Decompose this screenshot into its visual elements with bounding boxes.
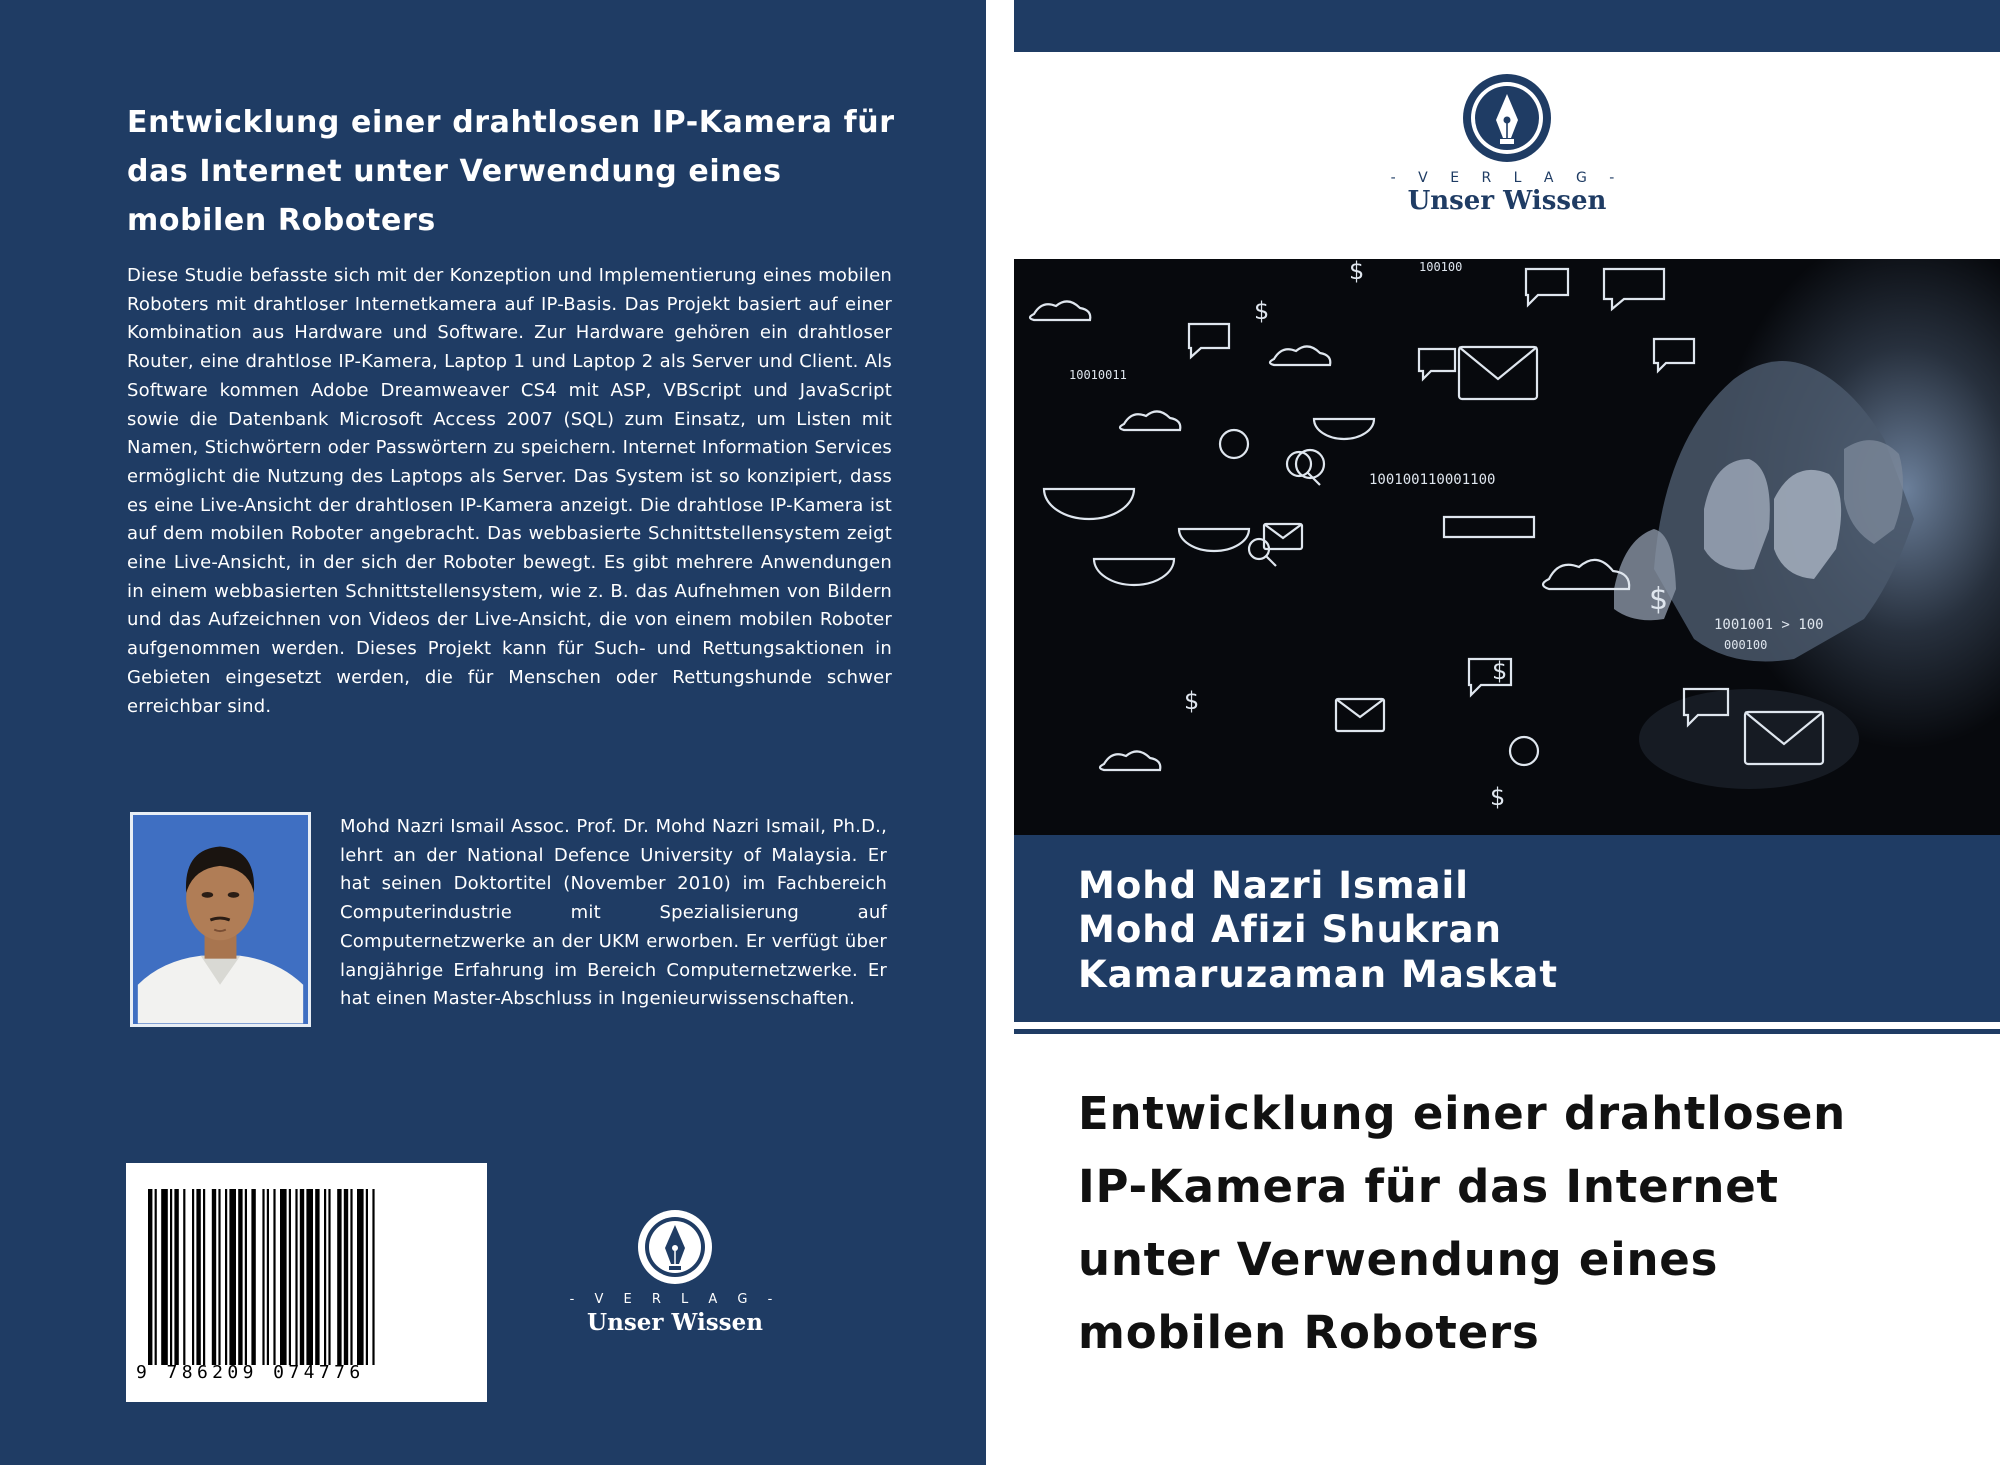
barcode-bar — [183, 1189, 185, 1365]
back-publisher-logo — [560, 1208, 790, 1336]
author-band — [1014, 835, 2000, 1022]
dollar-icon: $ — [1254, 297, 1270, 325]
author-portrait-image — [133, 815, 308, 1024]
cover-illustration — [1014, 259, 2000, 835]
isbn-number: 9 786209 074776 — [136, 1362, 365, 1383]
binary-text: 1001001 > 100 — [1714, 617, 1824, 633]
spine-gap — [986, 0, 1014, 1465]
title-line: IP-Kamera für das Internet — [1078, 1160, 1779, 1213]
barcode-bar — [350, 1189, 352, 1365]
pen-nib-logo-icon — [636, 1208, 714, 1286]
binary-text: 10010011 — [1069, 368, 1127, 382]
dollar-icon: $ — [1492, 657, 1508, 685]
divider-rule — [1014, 1029, 2000, 1034]
front-publisher-name: Unser Wissen — [1407, 186, 1607, 216]
binary-text: 100100110001100 — [1369, 472, 1496, 488]
barcode-bar — [174, 1189, 178, 1365]
top-color-band — [1014, 0, 2000, 52]
barcode-bar — [212, 1189, 216, 1365]
front-publisher-verlag: - V E R L A G - — [1390, 170, 1624, 186]
barcode-bar — [337, 1189, 341, 1365]
isbn-barcode — [126, 1163, 487, 1402]
title-line: mobilen Roboters — [1078, 1306, 1540, 1359]
back-cover — [0, 0, 986, 1465]
barcode-bar — [280, 1189, 287, 1365]
barcode-bar — [300, 1189, 304, 1365]
barcode-bar — [372, 1189, 374, 1365]
author-bio: Mohd Nazri Ismail Assoc. Prof. Dr. Mohd Nazri Ismail, Ph.D., lehrt an der National Defence University of Malaysia. Er hat seinen Doktortitel (November 2010) im Fachbereich Computerindustrie mit Spezialisierung auf Computernetzwerke an der UKM erworben. Er verfügt über langjährige Erfahrung im Bereich Computernetzwerke. Er hat einen Master-Abschluss in Ingenieurwissenschaften. — [340, 816, 887, 1010]
barcode-bar — [161, 1189, 168, 1365]
barcode-bar — [295, 1189, 297, 1365]
barcode-bar — [357, 1189, 364, 1365]
author-name-3: Kamaruzaman Maskat — [1078, 953, 1559, 996]
barcode-bar — [148, 1189, 152, 1365]
back-publisher-name: Unser Wissen — [587, 1309, 763, 1336]
author-photo — [130, 812, 311, 1027]
barcode-bar — [203, 1189, 205, 1365]
author-name-2: Mohd Afizi Shukran — [1078, 908, 1502, 951]
barcode-bar — [155, 1189, 157, 1365]
barcode-bar — [218, 1189, 220, 1365]
barcode-bar — [238, 1189, 242, 1365]
barcode-bar — [245, 1189, 247, 1365]
title-line: Entwicklung einer drahtlosen — [1078, 1087, 1847, 1140]
back-publisher-verlag: - V E R L A G - — [569, 1292, 781, 1307]
barcode-bar — [251, 1189, 255, 1365]
barcode-bar — [262, 1189, 264, 1365]
barcode-bar — [324, 1189, 326, 1365]
barcode-bars — [148, 1189, 468, 1365]
binary-text: 000100 — [1724, 638, 1768, 652]
dollar-icon: $ — [1349, 259, 1365, 285]
author-name-1: Mohd Nazri Ismail — [1078, 864, 1469, 907]
binary-text: 100100 — [1419, 260, 1463, 274]
back-cover-blurb: Diese Studie befasste sich mit der Konzeption und Implementierung eines mobilen Roboters mit drahtloser Internetkamera auf IP-Basis. Das Projekt basiert auf einer Kombination aus Hardware und Software. Zur Hardware gehören ein drahtloser Router, eine drahtlose IP-Kamera, Laptop 1 und Laptop 2 als Server und Client. Als Software kommen Adobe Dreamweaver CS4 mit ASP, VBScript und JavaScript sowie die Datenbank Microsoft Access 2007 (SQL) zum Einsatz, um Listen mit Namen, Stichwörtern oder Passwörtern zu speichern. Internet Information Services ermöglicht die Nutzung des Laptops als Server. Das System ist so konzipiert, dass es eine Live-Ansicht der drahtlosen IP-Kamera anzeigt. Die drahtlose IP-Kamera ist auf dem mobilen Roboter angebracht. Das webbasierte Schnittstellensystem zeigt eine Live-Ansicht, in der sich der Roboter bewegt. Es gibt mehrere Anwendungen in einem webbasierten Schnittstellensystem, wie z. B. das Aufnehmen von Bildern und das Aufzeichnen von Videos der Live-Ansicht, die von einem mobilen Roboter aufgenommen werden. Dieses Projekt kann für Such- und Rettungsaktionen in Gebieten eingesetzt werden, die für Menschen oder Rettungshunde schwer erreichbar sind. — [127, 265, 892, 717]
back-cover-title: Entwicklung einer drahtlosen IP-Kamera für das Internet unter Verwendung eines mobilen Roboters — [127, 105, 895, 238]
pen-nib-logo-icon — [1461, 72, 1553, 164]
front-cover — [1014, 0, 2000, 1465]
dollar-icon: $ — [1490, 783, 1506, 811]
barcode-bar — [315, 1189, 319, 1365]
dollar-icon: $ — [1649, 582, 1669, 617]
dollar-icon: $ — [1184, 687, 1200, 715]
barcode-bar — [306, 1189, 313, 1365]
barcode-bar — [366, 1189, 368, 1365]
barcode-bar — [289, 1189, 291, 1365]
barcode-bar — [225, 1189, 227, 1365]
barcode-bar — [273, 1189, 275, 1365]
title-line: unter Verwendung eines — [1078, 1233, 1719, 1286]
barcode-bar — [328, 1189, 330, 1365]
barcode-bar — [229, 1189, 236, 1365]
front-publisher-logo — [1359, 72, 1655, 216]
barcode-bar — [170, 1189, 172, 1365]
front-cover-title — [1078, 1077, 1958, 1369]
barcode-bar — [267, 1189, 269, 1365]
barcode-bar — [192, 1189, 194, 1365]
barcode-bar — [344, 1189, 348, 1365]
barcode-bar — [196, 1189, 200, 1365]
cover-photo — [1014, 259, 2000, 835]
